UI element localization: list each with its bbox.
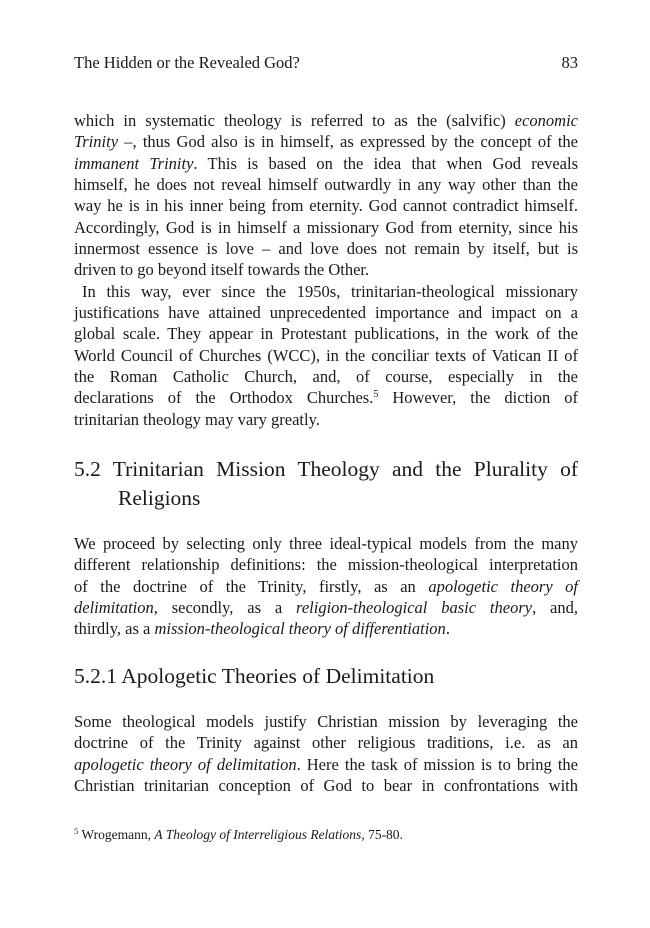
text-line: declarations of the Orthodox Churches.$^5$ However, the diction of bbox=[74, 388, 578, 408]
footnote: $^5$ Wrogemann, A Theology of Interreligious Relations, 75-80. bbox=[74, 826, 403, 842]
text-line: innermost essence is love – and love does not remain by itself, but is bbox=[74, 239, 578, 259]
footnote-marker: 5 bbox=[74, 826, 79, 836]
heading-line: 5.2 Trinitarian Mission Theology and the Plurality of bbox=[74, 457, 578, 481]
text-line: thirdly, as a mission-theological theory of differentiation. bbox=[74, 619, 450, 639]
running-head bbox=[74, 52, 578, 74]
text-line: of the doctrine of the Trinity, firstly, as an apologetic theory of bbox=[74, 576, 579, 596]
text-line: which in systematic theology is referred to as the (salvific) economic bbox=[74, 111, 578, 130]
text-line: Accordingly, God is in himself a missionary God from eternity, since his bbox=[74, 217, 578, 237]
text-line: Trinity –, thus God also is in himself, as expressed by the concept of the bbox=[74, 132, 578, 152]
paragraph bbox=[74, 281, 578, 430]
text-line: driven to go beyond itself towards the Other. bbox=[74, 260, 370, 280]
text-line: In this way, ever since the 1950s, trinitarian-theological missionary bbox=[82, 281, 578, 301]
paragraph bbox=[74, 533, 578, 640]
text-line: delimitation, secondly, as a religion-theological basic theory, and, bbox=[74, 598, 578, 618]
text-line: immanent Trinity. This is based on the idea that when God reveals bbox=[74, 153, 578, 173]
text-line: We proceed by selecting only three ideal-typical models from the many bbox=[74, 534, 578, 553]
body-text-top bbox=[74, 110, 578, 430]
text-line: doctrine of the Trinity against other religious traditions, i.e. as an bbox=[74, 733, 578, 753]
text-line: the Roman Catholic Church, and, of course, especially in the bbox=[74, 367, 578, 387]
text-line: global scale. They appear in Protestant publications, in the work of the bbox=[74, 324, 578, 344]
paragraph bbox=[74, 711, 578, 796]
text-line: trinitarian theology may vary greatly. bbox=[74, 409, 320, 429]
text-line: Some theological models justify Christian mission by leveraging the bbox=[74, 712, 578, 731]
running-title: The Hidden or the Revealed God? bbox=[74, 53, 300, 72]
text-line: World Council of Churches (WCC), in the conciliar texts of Vatican II of bbox=[74, 345, 578, 365]
heading-line: Religions bbox=[118, 486, 201, 510]
page-number: 83 bbox=[561, 53, 578, 72]
footnote-ref[interactable]: 5 bbox=[373, 389, 379, 401]
text-line: Christian trinitarian conception of God to bear in confrontations with bbox=[74, 776, 578, 796]
footnote-title: A Theology of Interreligious Relations bbox=[154, 827, 362, 842]
text-line: apologetic theory of delimitation. Here the task of mission is to bring the bbox=[74, 754, 578, 774]
text-line: himself, he does not reveal himself outwardly in any way other than the bbox=[74, 175, 578, 195]
subsection-heading bbox=[74, 662, 578, 691]
text-line: justifications have attained unprecedented importance and impact on a bbox=[74, 303, 578, 323]
section-heading bbox=[74, 455, 578, 513]
text-line: way he is in his inner being from eternity. God cannot contradict himself. bbox=[74, 196, 578, 216]
heading-line: 5.2.1 Apologetic Theories of Delimitation bbox=[74, 664, 435, 688]
paragraph-continued bbox=[74, 110, 578, 281]
text-line: different relationship definitions: the mission-theological interpretation bbox=[74, 555, 578, 575]
